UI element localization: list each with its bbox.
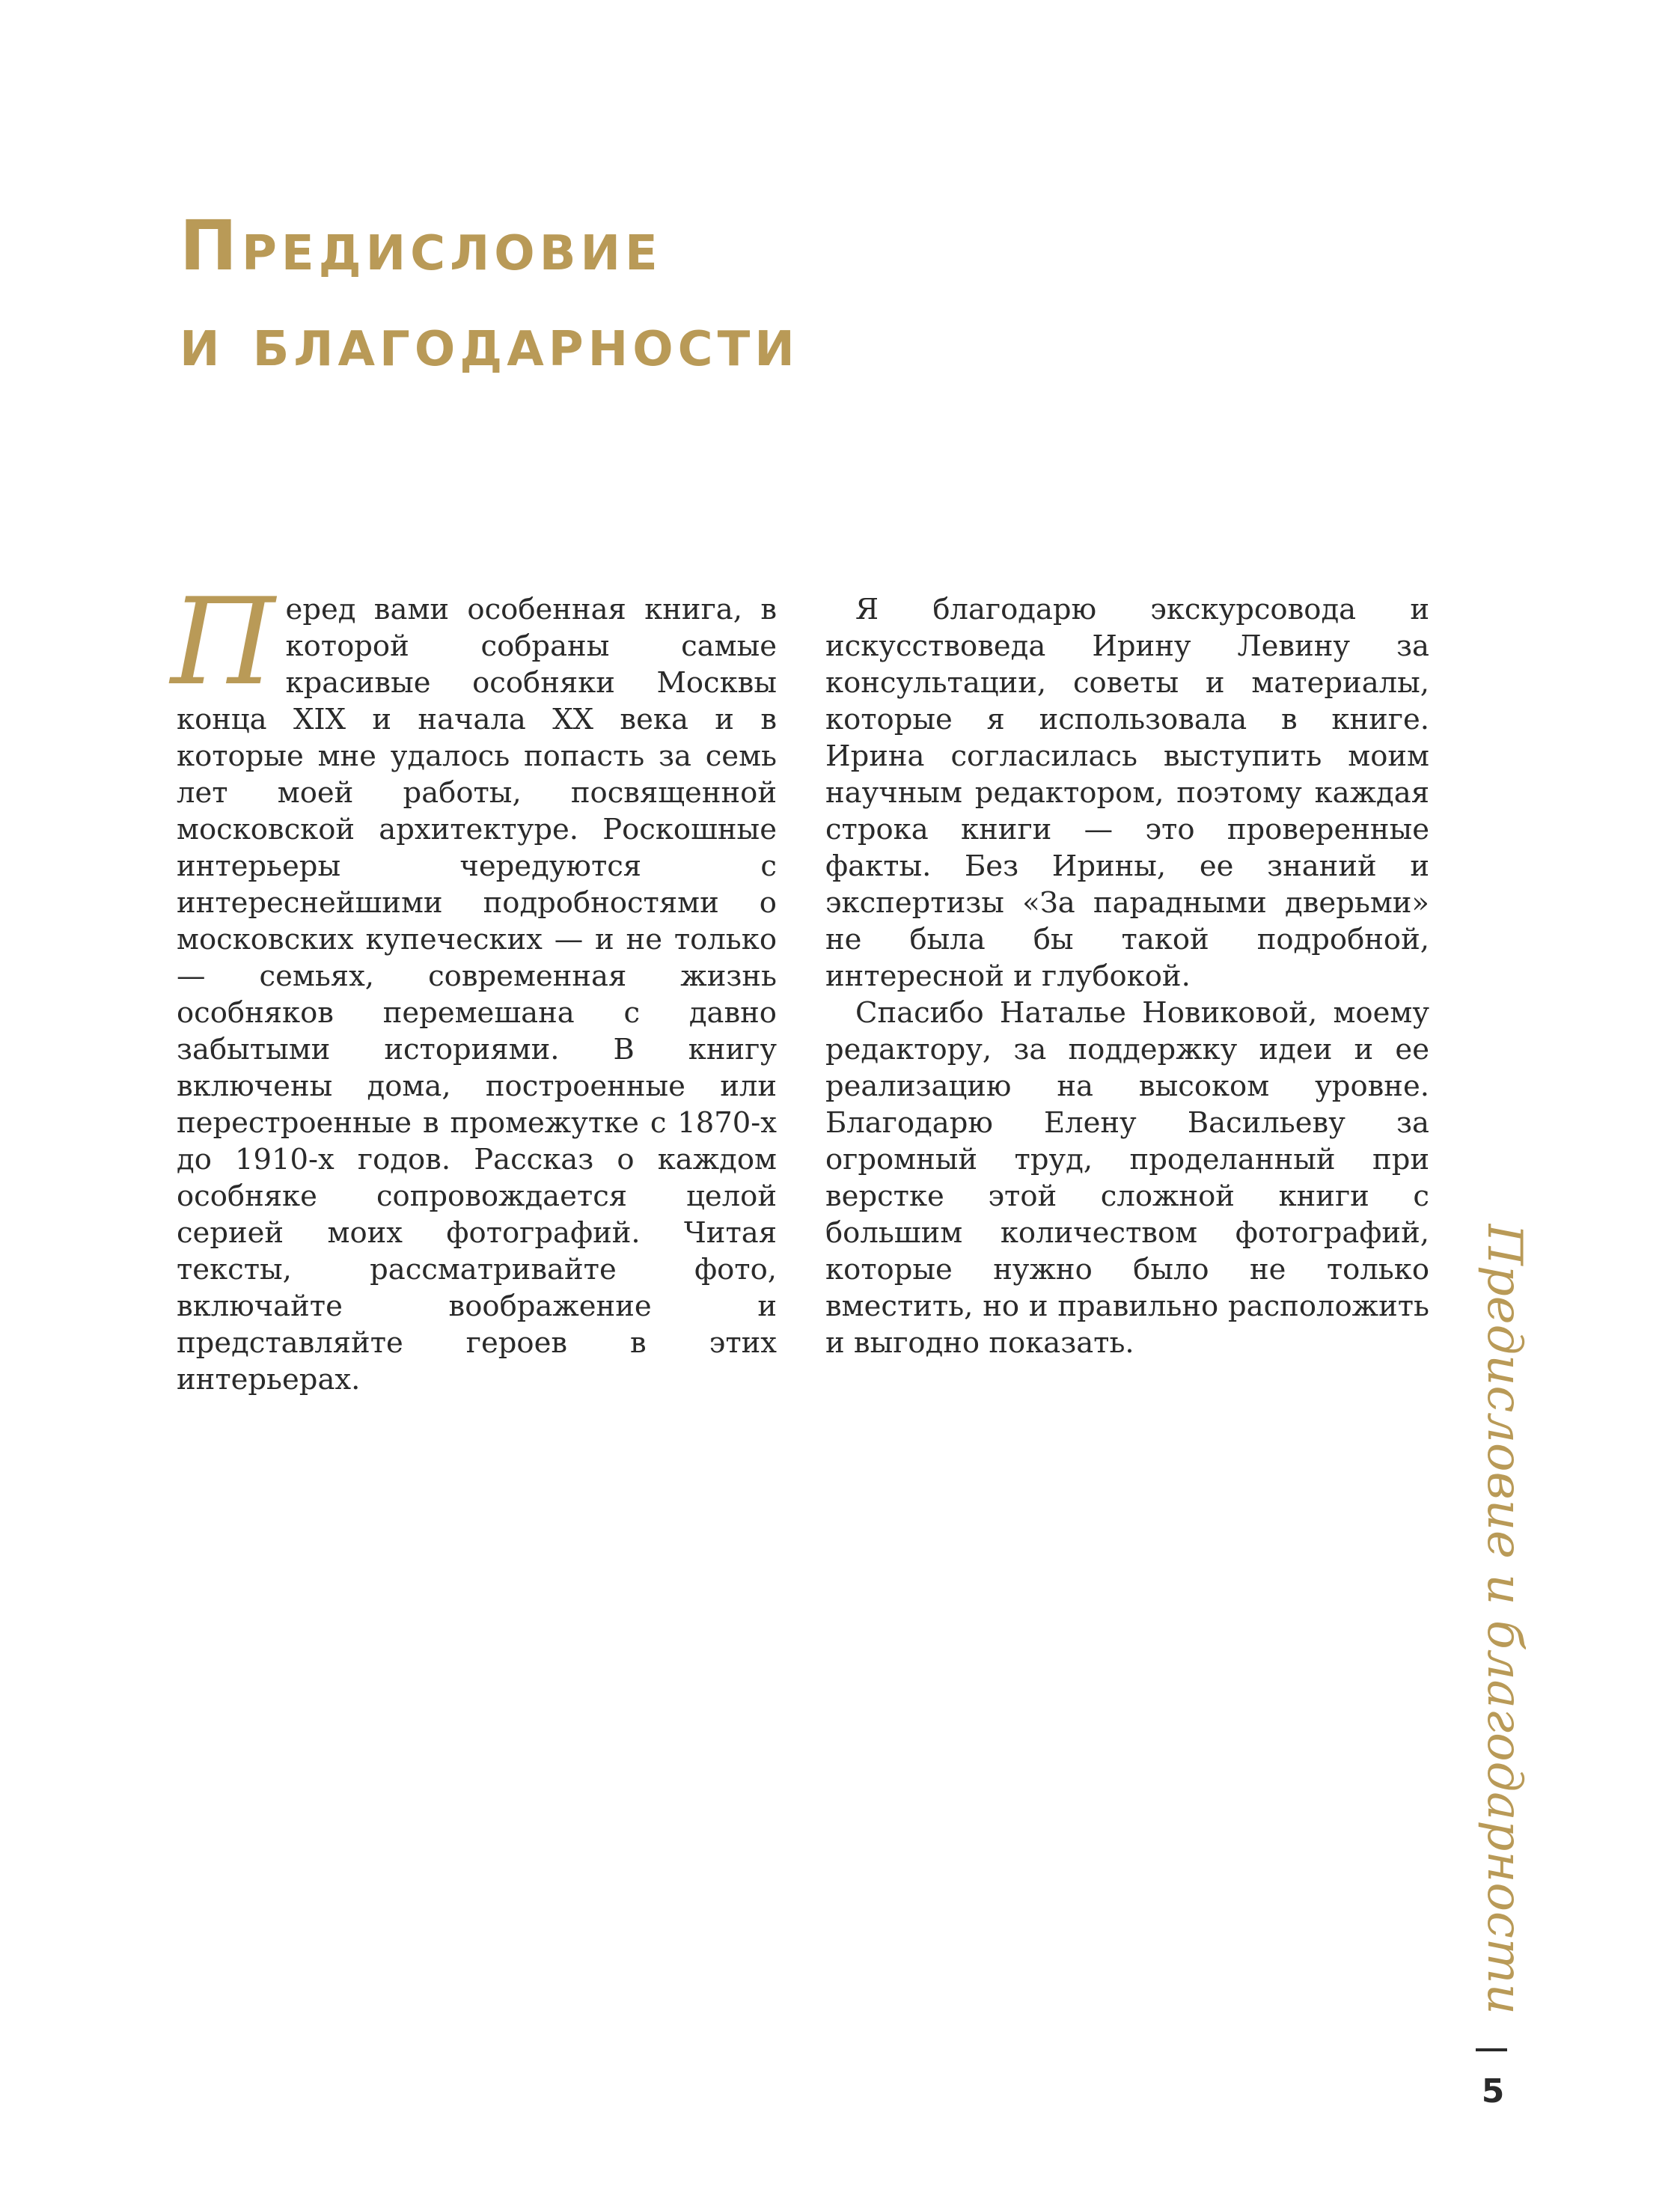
- page-number-rule: [1476, 2048, 1507, 2051]
- side-running-head: Предисловие и благодарности: [1476, 1224, 1532, 2015]
- right-text-column: [825, 591, 1429, 1361]
- right-paragraph-2: Спасибо Наталье Новиковой, моему редактору, за поддержку идеи и ее реализацию на высоком уровне. Благодарю Елену Васильеву за огромный труд, проделанный при верстке этой сложной книги с большим количеством фотографий, которые нужно было не только вместить, но и правильно расположить и выгодно показать.: [825, 996, 1429, 1360]
- chapter-title-line-2: и благодарности: [180, 302, 799, 382]
- left-paragraph-text: еред вами особенная книга, в которой собраны самые красивые особняки Москвы конца XIX и начала XX века и в которые мне удалось попасть за семь лет моей работы, посвященной московской архитектуре. Роскошные интерьеры чередуются с интереснейшими подробностями о московских купеческих — и не только — семьях, современная жизнь особняков перемешана с давно забытыми историями. В книгу включены дома, построенные или перестроенные в промежутке с 1870-х до 1910-х годов. Рассказ о каждом особняке сопровождается целой серией моих фотографий. Читая тексты, рассматривайте фото, включайте воображение и представляйте героев в этих интерьерах.: [177, 593, 777, 1396]
- right-paragraph-1: Я благодарю экскурсовода и искусствоведа Ирину Левину за консультации, советы и материалы, которые я использовала в книге. Ирина согласилась выступить моим научным редактором, поэтому каждая строка книги — это проверенные факты. Без Ирины, ее знаний и экспертизы «За парадными дверьми» не была бы такой подробной, интересной и глубокой.: [825, 593, 1429, 993]
- left-paragraph: [171, 572, 777, 1398]
- page-number: 5: [1481, 2072, 1505, 2110]
- chapter-title: [180, 198, 799, 390]
- left-text-column: [171, 572, 777, 1398]
- chapter-title-line-1: Предисловие: [180, 206, 662, 286]
- drop-cap: П: [171, 572, 275, 712]
